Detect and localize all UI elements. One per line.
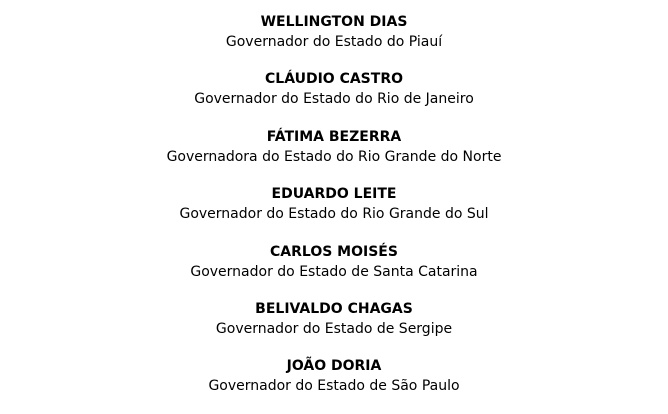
signatory-block [0, 299, 668, 356]
signatory-block [0, 69, 668, 126]
signatory-block [0, 356, 668, 413]
signatory-name: FÁTIMA BEZERRA [266, 128, 402, 145]
signatory-title: Governador do Estado do Piauí [225, 34, 443, 50]
signatory-title: Governador do Estado de Santa Catarina [190, 263, 478, 280]
signatory-title: Governadora do Estado do Rio Grande do Norte [166, 148, 502, 165]
signatory-block [0, 242, 668, 299]
signatory-block [0, 127, 668, 184]
signatory-title: Governador do Estado do Rio de Janeiro [194, 91, 474, 108]
signatory-name: JOÃO DORIA [286, 358, 382, 375]
signatory-block [0, 184, 668, 241]
signatory-title: Governador do Estado do Rio Grande do Sul [179, 206, 489, 223]
signatory-name: CLÁUDIO CASTRO [265, 71, 403, 88]
signatory-name: CARLOS MOISÉS [270, 243, 398, 260]
signatory-list [0, 12, 668, 414]
signatory-block [0, 12, 668, 69]
signatory-name: WELLINGTON DIAS [260, 14, 408, 30]
signatory-title: Governador do Estado de Sergipe [215, 320, 453, 337]
signatory-name: BELIVALDO CHAGAS [255, 300, 413, 317]
signatory-title: Governador do Estado de São Paulo [208, 378, 460, 395]
signatory-name: EDUARDO LEITE [271, 186, 397, 203]
